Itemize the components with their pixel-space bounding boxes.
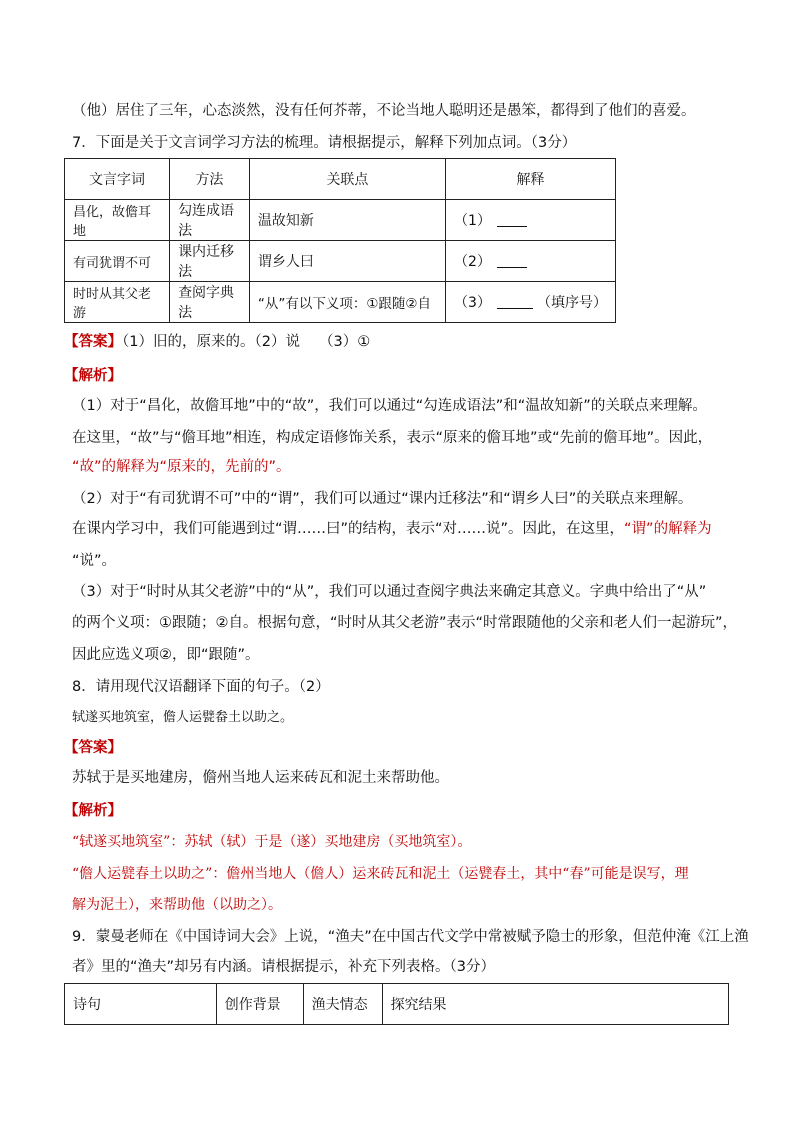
answer-text: （1）旧的，原来的。（2）说 （3）① xyxy=(122,334,371,350)
q8-answer-label xyxy=(64,738,122,758)
header-link: 关联点 xyxy=(249,159,445,200)
cell-word: 昌化，故儋耳地 xyxy=(65,200,170,241)
header-answer: 解释 xyxy=(446,159,616,200)
answer-number: （1） xyxy=(454,213,491,229)
analysis-line xyxy=(72,519,712,539)
cell-answer xyxy=(446,282,616,323)
analysis-line: （1）对于“昌化，故儋耳地”中的“故”，我们可以通过“勾连成语法”和“温故知新”的关联点来理解。 xyxy=(72,398,707,414)
q7-analysis-label xyxy=(64,366,122,386)
answer-label: 【答案】 xyxy=(64,740,122,756)
header-word: 文言字词 xyxy=(65,159,170,200)
answer-label: 【答案】 xyxy=(64,334,122,350)
top-line: （他）居住了三年，心态淡然，没有任何芥蒂，不论当地人聪明还是愚笨，都得到了他们的喜爱。 xyxy=(72,103,696,119)
q9-question-line1: 9．蒙曼老师在《中国诗词大会》上说，“渔夫”在中国古代文学中常被赋予隐士的形象，但范仲淹《江上渔 xyxy=(72,929,749,945)
cell-answer xyxy=(446,200,616,241)
q8-question: 8．请用现代汉语翻译下面的句子。（2） xyxy=(72,679,330,695)
analysis-line: “说”。 xyxy=(72,553,117,569)
answer-blank xyxy=(497,294,533,309)
cell-method: 查阅字典法 xyxy=(170,282,250,323)
answer-number: （3） xyxy=(454,295,491,311)
answer-blank xyxy=(497,212,527,227)
cell-method: 勾连成语法 xyxy=(170,200,250,241)
table-header-row xyxy=(65,159,616,200)
q9-table xyxy=(64,983,729,1025)
header-method: 方法 xyxy=(170,159,250,200)
analysis-label: 【解析】 xyxy=(64,368,122,384)
table-row xyxy=(65,241,616,282)
header-background: 创作背景 xyxy=(216,984,303,1025)
analysis-line: 解为泥土），来帮助他（以助之）。 xyxy=(72,897,282,913)
cell-link: “从”有以下义项：①跟随②自 xyxy=(249,282,445,323)
cell-link: 谓乡人曰 xyxy=(249,241,445,282)
analysis-label: 【解析】 xyxy=(64,803,122,819)
q8-answer: 苏轼于是买地建房，儋州当地人运来砖瓦和泥土来帮助他。 xyxy=(72,770,449,786)
header-fisher-state: 渔夫情态 xyxy=(303,984,382,1025)
analysis-line: 在这里，“故”与“儋耳地”相连，构成定语修饰关系，表示“原来的儋耳地”或“先前的儋耳地”。因此， xyxy=(72,430,713,446)
analysis-line: “轼遂买地筑室”：苏轼（轼）于是（遂）买地建房（买地筑室）。 xyxy=(72,834,472,850)
analysis-line: “儋人运甓春土以助之”：儋州当地人（儋人）运来砖瓦和泥土（运甓春土，其中“春”可能是误写，理 xyxy=(72,866,689,882)
cell-word: 时时从其父老游 xyxy=(65,282,170,323)
answer-number: （2） xyxy=(454,254,491,270)
answer-blank xyxy=(497,253,527,268)
analysis-text: 在课内学习中，我们可能遇到过“谓……曰”的结构，表示“对……说”。因此，在这里， xyxy=(72,521,625,537)
q7-table xyxy=(64,158,616,323)
header-poem: 诗句 xyxy=(65,984,217,1025)
cell-answer xyxy=(446,241,616,282)
cell-link: 温故知新 xyxy=(249,200,445,241)
header-result: 探究结果 xyxy=(382,984,728,1025)
table-header-row xyxy=(65,984,729,1025)
q7-answer xyxy=(64,332,370,352)
q8-analysis-label xyxy=(64,801,122,821)
answer-suffix: （填序号） xyxy=(536,295,607,311)
q8-sentence: 轼遂买地筑室，儋人运甓畚土以助之。 xyxy=(72,710,294,725)
cell-method: 课内迁移法 xyxy=(170,241,250,282)
analysis-line: （2）对于“有司犹谓不可”中的“谓”，我们可以通过“课内迁移法”和“谓乡人曰”的关联点来理解。 xyxy=(72,491,693,507)
analysis-line: 因此应选义项②，即“跟随”。 xyxy=(72,647,260,663)
cell-word: 有司犹谓不可 xyxy=(65,241,170,282)
q9-question-line2: 者》里的“渔夫”却另有内涵。请根据提示，补充下列表格。（3分） xyxy=(72,959,495,975)
table-row xyxy=(65,200,616,241)
q7-question: 7．下面是关于文言词学习方法的梳理。请根据提示，解释下列加点词。（3分） xyxy=(72,135,577,151)
table-row xyxy=(65,282,616,323)
analysis-line: （3）对于“时时从其父老游”中的“从”，我们可以通过查阅字典法来确定其意义。字典中给出了“从” xyxy=(72,584,707,600)
analysis-line: 的两个义项：①跟随；②自。根据句意，“时时从其父老游”表示“时常跟随他的父亲和老人们一起游玩”， xyxy=(72,615,738,631)
analysis-line: “故”的解释为“原来的，先前的”。 xyxy=(72,459,291,475)
analysis-text-red: “谓”的解释为 xyxy=(624,521,712,537)
